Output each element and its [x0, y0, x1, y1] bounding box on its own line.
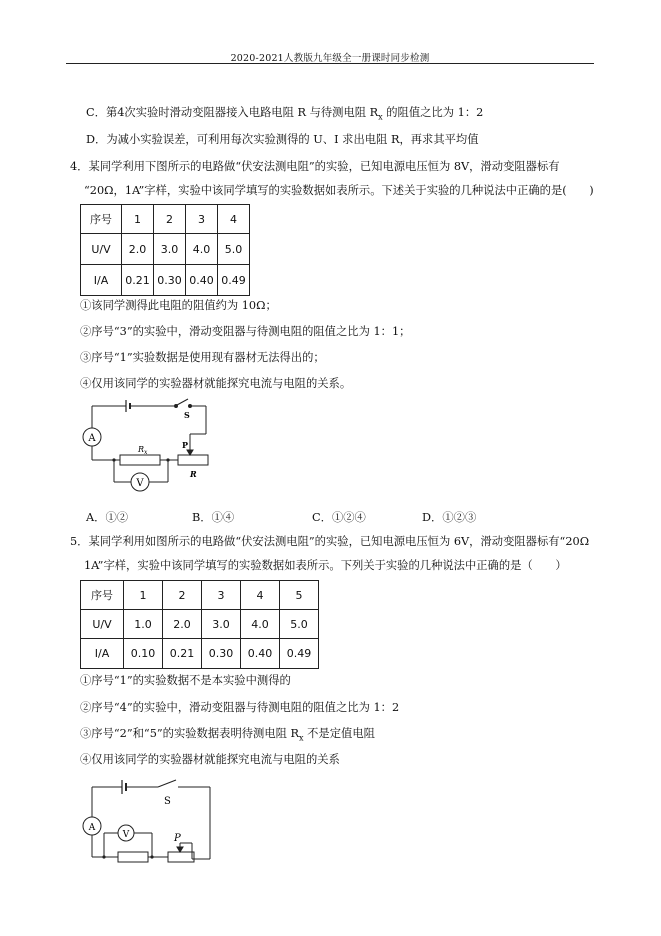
q4-statement-2: ②序号“3”的实验中，滑动变阻器与待测电阻的阻值之比为 1：1；	[80, 325, 411, 338]
q4-table-cell: U/V	[81, 234, 122, 265]
q5-ammeter-label: A	[88, 823, 96, 833]
q4-table-cell: 4.0	[186, 234, 218, 265]
q5-statement-3-tail: 不是定值电阻	[303, 727, 375, 740]
q4-table-cell: 4	[218, 205, 250, 234]
q5-table-cell: 2.0	[163, 610, 202, 639]
q4-option-a: A．①②	[86, 511, 129, 524]
q4-resistor-label	[137, 445, 148, 456]
q5-table-cell: 0.21	[163, 639, 202, 669]
q4-option-c: C．①②④	[312, 511, 366, 524]
q4-statement-1: ①该同学测得此电阻的阻值约为 10Ω；	[80, 299, 277, 312]
q4-statement-4: ④仅用该同学的实验器材就能探究电流与电阻的关系。	[80, 377, 352, 390]
q5-table-cell: 1.0	[124, 610, 163, 639]
q5-circuit-diagram	[80, 777, 216, 869]
q3-option-c-text: C．第4次实验时滑动变阻器接入电路电阻 R 与待测电阻 R	[86, 106, 379, 119]
q3-option-d: D．为减小实验误差，可利用每次实验测得的 U、I 求出电阻 R，再求其平均值	[86, 133, 479, 146]
q5-table-cell: 3.0	[202, 610, 241, 639]
q4-table-cell: 2	[154, 205, 186, 234]
q5-table-cell: 0.40	[241, 639, 280, 669]
q4-option-b: B．①④	[192, 511, 235, 524]
q5-table-cell: 0.10	[124, 639, 163, 669]
q4-rheostat-label: R	[190, 469, 197, 479]
q5-stem-line2: 1A”字样，实验中该同学填写的实验数据如表所示。下列关于实验的几种说法中正确的是（ ）	[84, 559, 567, 572]
q4-table-cell: 0.21	[122, 265, 154, 296]
q4-stem-line2: “20Ω，1A”字样，实验中该同学填写的实验数据如表所示。下述关于实验的几种说法中正确的是( )	[84, 184, 594, 197]
q4-table-cell: 3	[186, 205, 218, 234]
q4-option-d: D．①②③	[422, 511, 477, 524]
q5-table-row	[81, 639, 319, 669]
q5-voltmeter-label: V	[122, 830, 130, 840]
q4-table-cell: 1	[122, 205, 154, 234]
q4-statement-3: ③序号“1”实验数据是使用现有器材无法得出的；	[80, 351, 325, 364]
q4-slider-label: P	[182, 440, 189, 450]
q5-table-cell: 4.0	[241, 610, 280, 639]
q4-table-row	[81, 265, 250, 296]
q5-statement-3	[80, 727, 375, 745]
q4-table-cell: 0.40	[186, 265, 218, 296]
q5-statement-3-subscript: x	[299, 733, 304, 743]
q5-table-header-row	[81, 581, 319, 610]
q4-resistor-symbol: R	[138, 445, 145, 454]
q5-table-cell: 序号	[81, 581, 124, 610]
q4-table-cell: 2.0	[122, 234, 154, 265]
q5-statement-1: ①序号“1”的实验数据不是本实验中测得的	[80, 674, 291, 687]
q4-voltmeter-label: V	[136, 478, 144, 489]
q3-option-c-subscript: x	[378, 112, 383, 122]
q4-table-cell: 3.0	[154, 234, 186, 265]
q5-stem-line1: 5．某同学利用如图所示的电路做“伏安法测电阻”的实验，已知电源电压恒为 6V，滑动变阻器标有“20Ω	[70, 535, 590, 548]
q4-data-table	[80, 204, 250, 296]
q5-switch-label: S	[164, 796, 171, 807]
page-header: 2020-2021人教版九年级全一册课时同步检测	[230, 53, 430, 64]
q5-table-cell: 1	[124, 581, 163, 610]
q5-slider-label: P	[174, 833, 181, 844]
q4-resistor-subscript: x	[144, 449, 148, 456]
q5-table-cell: 3	[202, 581, 241, 610]
q4-switch-label: S	[184, 410, 190, 420]
q4-table-header-row	[81, 205, 250, 234]
q5-table-row	[81, 610, 319, 639]
q5-table-cell: 2	[163, 581, 202, 610]
q5-statement-2: ②序号“4”的实验中，滑动变阻器与待测电阻的阻值之比为 1：2	[80, 701, 400, 714]
q5-table-cell: U/V	[81, 610, 124, 639]
q4-table-cell: 0.49	[218, 265, 250, 296]
q5-table-cell: 0.30	[202, 639, 241, 669]
q5-statement-3-text: ③序号“2”和“5”的实验数据表明待测电阻 R	[80, 727, 300, 740]
q5-table-cell: 4	[241, 581, 280, 610]
q4-table-cell: I/A	[81, 265, 122, 296]
q5-statement-4: ④仅用该同学的实验器材就能探究电流与电阻的关系	[80, 753, 340, 766]
q5-table-cell: 0.49	[280, 639, 319, 669]
header-rule	[66, 63, 594, 64]
q5-table-cell: 5	[280, 581, 319, 610]
q3-option-c	[86, 106, 483, 124]
q4-table-cell: 0.30	[154, 265, 186, 296]
q4-table-cell: 序号	[81, 205, 122, 234]
q4-table-cell: 5.0	[218, 234, 250, 265]
q3-option-c-tail: 的阻值之比为 1：2	[382, 106, 484, 119]
q5-data-table	[80, 580, 319, 669]
q4-table-row	[81, 234, 250, 265]
q4-ammeter-label: A	[88, 433, 96, 444]
q5-table-cell: I/A	[81, 639, 124, 669]
q4-stem-line1: 4．某同学利用下图所示的电路做“伏安法测电阻”的实验，已知电源电压恒为 8V，滑动变阻器标有	[70, 160, 560, 173]
q4-circuit-diagram	[78, 398, 218, 494]
q5-table-cell: 5.0	[280, 610, 319, 639]
